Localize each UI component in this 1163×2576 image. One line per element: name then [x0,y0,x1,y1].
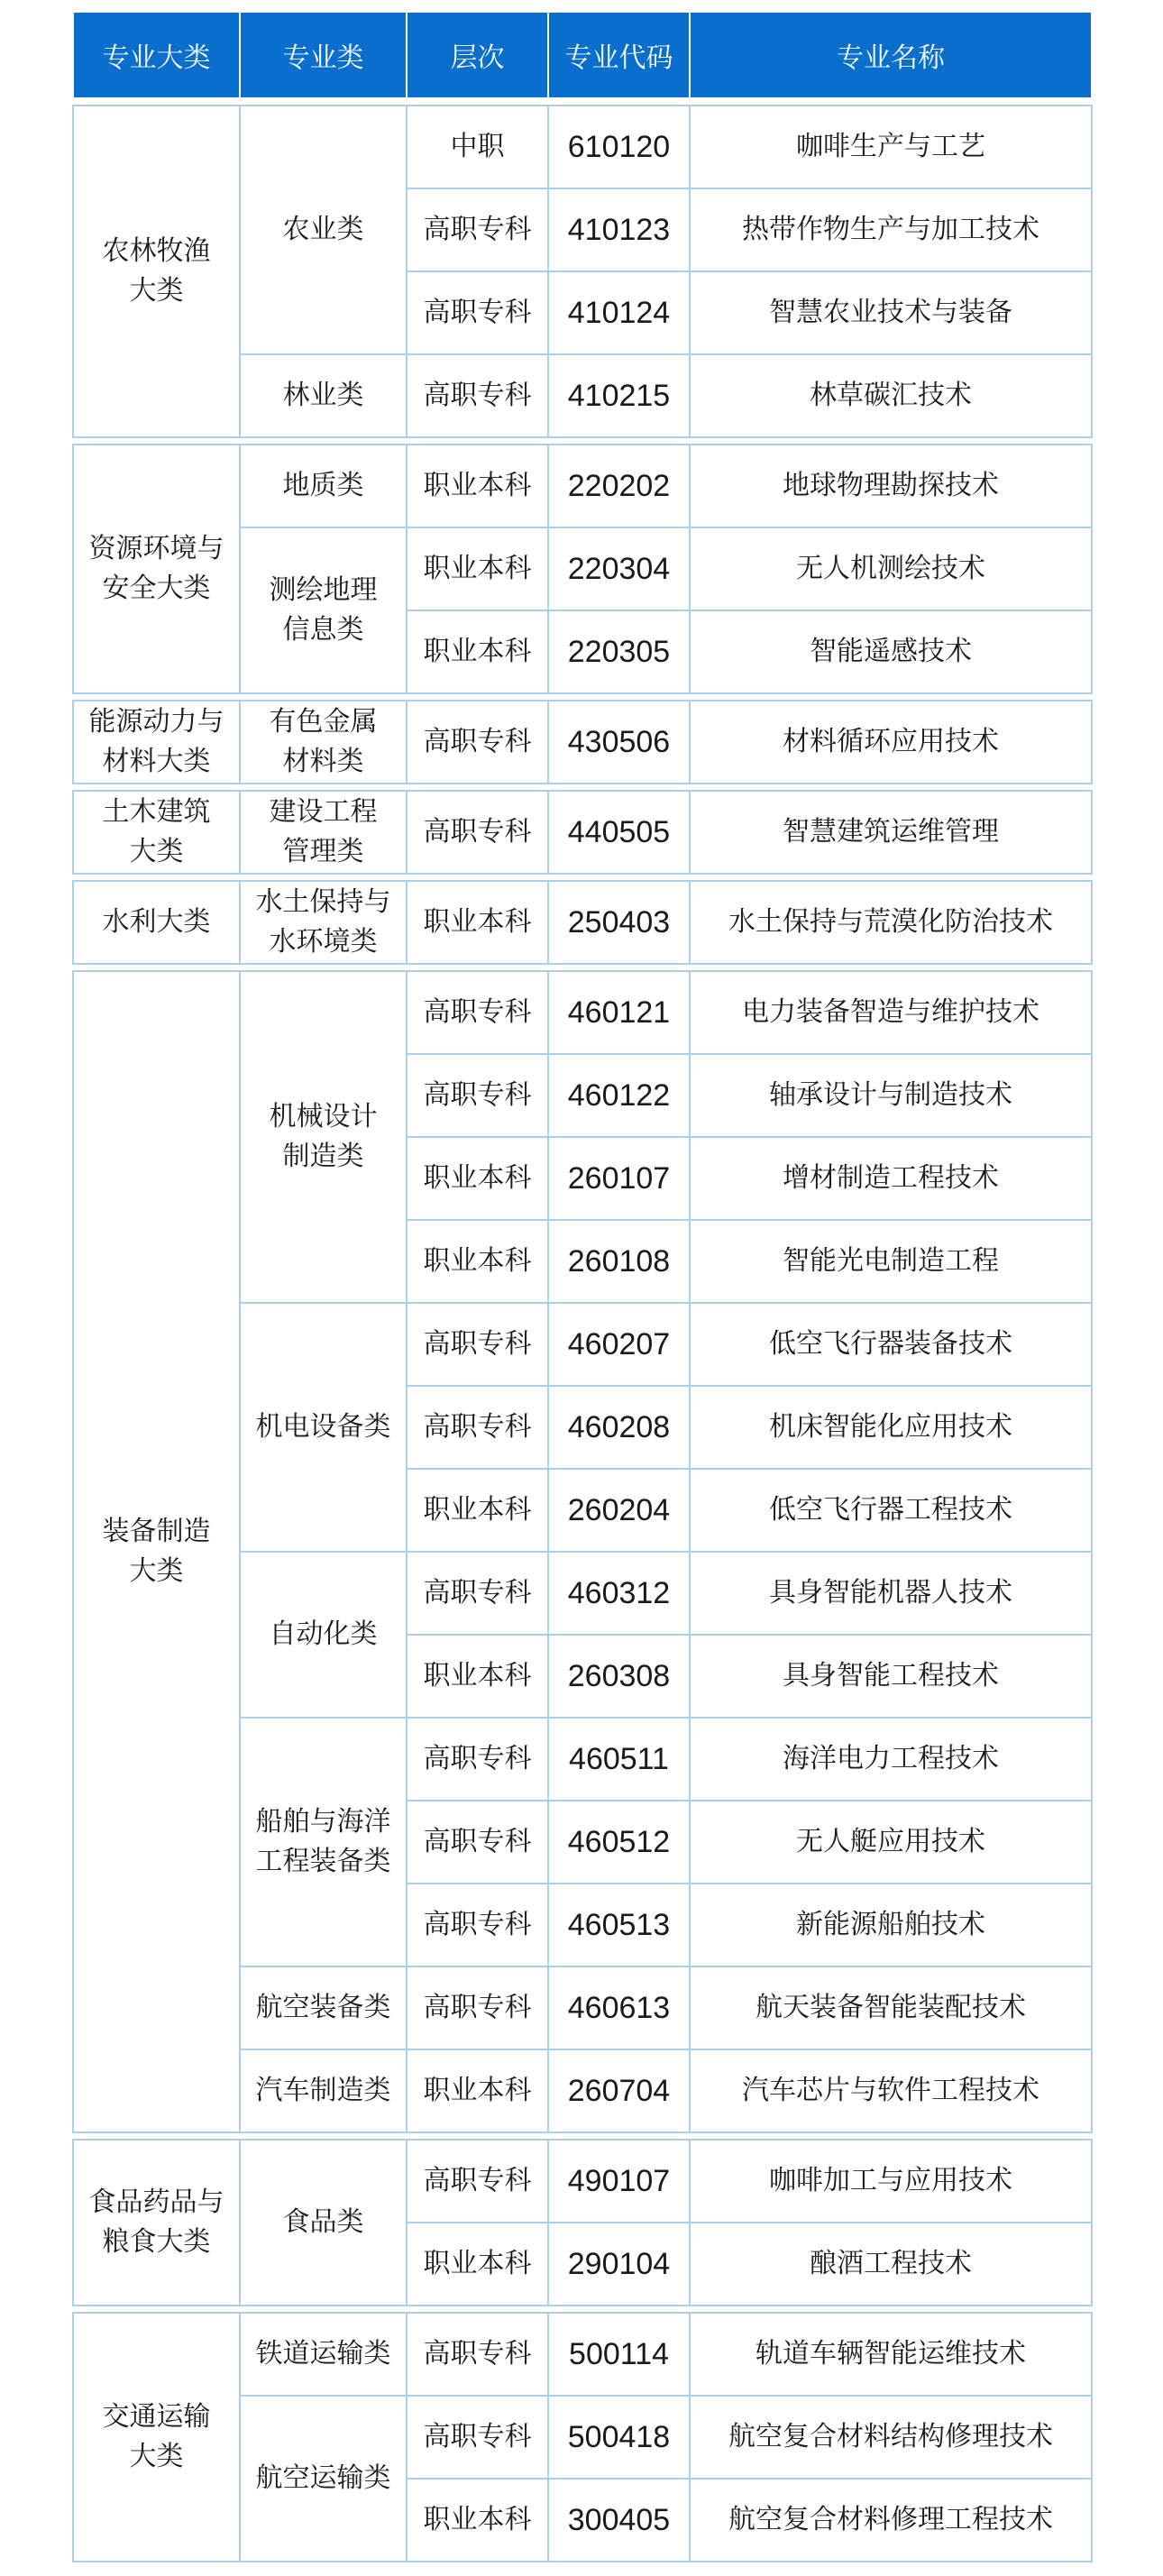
code-cell: 260107 [548,1137,690,1220]
level-cell: 高职专科 [407,1884,548,1966]
level-cell: 高职专科 [407,1386,548,1469]
header-code: 专业代码 [548,12,690,98]
group-spacer [73,2132,1092,2140]
category-cell: 林业类 [240,354,407,437]
code-cell: 220305 [548,610,690,693]
program-name-cell: 水土保持与荒漠化防治技术 [690,881,1092,964]
code-cell: 460208 [548,1386,690,1469]
program-name-cell: 热带作物生产与加工技术 [690,188,1092,271]
program-name-cell: 智慧建筑运维管理 [690,791,1092,874]
program-name-cell: 电力装备智造与维护技术 [690,971,1092,1054]
table-row [73,2313,1092,2396]
category-cell: 航空装备类 [240,1966,407,2049]
group-spacer [73,693,1092,701]
major-group-cell: 农林牧渔 大类 [73,105,240,437]
level-cell: 高职专科 [407,1054,548,1137]
level-cell: 高职专科 [407,1966,548,2049]
code-cell: 410124 [548,271,690,354]
category-cell: 建设工程 管理类 [240,791,407,874]
program-name-cell: 汽车芯片与软件工程技术 [690,2049,1092,2132]
code-cell: 460513 [548,1884,690,1966]
header-level: 层次 [407,12,548,98]
program-name-cell: 材料循环应用技术 [690,701,1092,784]
program-name-cell: 低空飞行器工程技术 [690,1469,1092,1552]
code-cell: 260204 [548,1469,690,1552]
program-name-cell: 增材制造工程技术 [690,1137,1092,1220]
code-cell: 490107 [548,2140,690,2223]
major-group-cell: 水利大类 [73,881,240,964]
code-cell: 300405 [548,2479,690,2562]
category-cell: 汽车制造类 [240,2049,407,2132]
level-cell: 职业本科 [407,527,548,610]
major-group-cell: 食品药品与 粮食大类 [73,2140,240,2306]
major-group-cell: 资源环境与 安全大类 [73,445,240,693]
program-name-cell: 轴承设计与制造技术 [690,1054,1092,1137]
level-cell: 职业本科 [407,1469,548,1552]
code-cell: 250403 [548,881,690,964]
program-name-cell: 无人艇应用技术 [690,1801,1092,1884]
level-cell: 高职专科 [407,1718,548,1801]
major-group-cell: 交通运输 大类 [73,2313,240,2562]
program-name-cell: 地球物理勘探技术 [690,445,1092,527]
level-cell: 中职 [407,105,548,188]
category-cell: 机电设备类 [240,1303,407,1552]
header-major-group: 专业大类 [73,12,240,98]
category-cell: 测绘地理 信息类 [240,527,407,693]
level-cell: 职业本科 [407,445,548,527]
code-cell: 260108 [548,1220,690,1303]
program-name-cell: 航天装备智能装配技术 [690,1966,1092,2049]
level-cell: 职业本科 [407,610,548,693]
level-cell: 高职专科 [407,271,548,354]
program-name-cell: 无人机测绘技术 [690,527,1092,610]
header-name: 专业名称 [690,12,1092,98]
level-cell: 高职专科 [407,2313,548,2396]
majors-table-container [72,11,1091,2562]
table-row [73,105,1092,188]
program-name-cell: 智慧农业技术与装备 [690,271,1092,354]
category-cell: 有色金属 材料类 [240,701,407,784]
code-cell: 500114 [548,2313,690,2396]
level-cell: 高职专科 [407,1801,548,1884]
major-group-cell: 能源动力与 材料大类 [73,701,240,784]
level-cell: 高职专科 [407,701,548,784]
level-cell: 职业本科 [407,2049,548,2132]
program-name-cell: 智能遥感技术 [690,610,1092,693]
program-name-cell: 轨道车辆智能运维技术 [690,2313,1092,2396]
level-cell: 高职专科 [407,971,548,1054]
category-cell: 食品类 [240,2140,407,2306]
level-cell: 高职专科 [407,1552,548,1635]
table-row [73,701,1092,784]
level-cell: 职业本科 [407,881,548,964]
header-category: 专业类 [240,12,407,98]
level-cell: 职业本科 [407,2479,548,2562]
category-cell: 农业类 [240,105,407,354]
header-spacer [73,98,1092,105]
category-cell: 机械设计 制造类 [240,971,407,1303]
level-cell: 职业本科 [407,1137,548,1220]
code-cell: 290104 [548,2223,690,2306]
majors-table [72,11,1093,2562]
category-cell: 船舶与海洋 工程装备类 [240,1718,407,1966]
code-cell: 460121 [548,971,690,1054]
program-name-cell: 酿酒工程技术 [690,2223,1092,2306]
level-cell: 高职专科 [407,354,548,437]
table-row [73,971,1092,1054]
major-group-cell: 土木建筑 大类 [73,791,240,874]
group-spacer [73,784,1092,791]
level-cell: 高职专科 [407,2396,548,2479]
code-cell: 220304 [548,527,690,610]
major-group-cell: 装备制造 大类 [73,971,240,2132]
program-name-cell: 咖啡加工与应用技术 [690,2140,1092,2223]
group-spacer [73,964,1092,971]
code-cell: 410215 [548,354,690,437]
category-cell: 铁道运输类 [240,2313,407,2396]
code-cell: 610120 [548,105,690,188]
program-name-cell: 海洋电力工程技术 [690,1718,1092,1801]
code-cell: 460512 [548,1801,690,1884]
table-row [73,2140,1092,2223]
category-cell: 自动化类 [240,1552,407,1718]
code-cell: 460312 [548,1552,690,1635]
group-spacer [73,437,1092,445]
code-cell: 260308 [548,1635,690,1718]
code-cell: 460207 [548,1303,690,1386]
category-cell: 航空运输类 [240,2396,407,2562]
code-cell: 440505 [548,791,690,874]
code-cell: 460511 [548,1718,690,1801]
program-name-cell: 智能光电制造工程 [690,1220,1092,1303]
code-cell: 220202 [548,445,690,527]
program-name-cell: 机床智能化应用技术 [690,1386,1092,1469]
code-cell: 430506 [548,701,690,784]
group-spacer [73,2306,1092,2313]
program-name-cell: 航空复合材料结构修理技术 [690,2396,1092,2479]
program-name-cell: 航空复合材料修理工程技术 [690,2479,1092,2562]
program-name-cell: 具身智能机器人技术 [690,1552,1092,1635]
group-spacer [73,874,1092,881]
code-cell: 460613 [548,1966,690,2049]
table-row [73,791,1092,874]
program-name-cell: 咖啡生产与工艺 [690,105,1092,188]
level-cell: 职业本科 [407,1220,548,1303]
code-cell: 460122 [548,1054,690,1137]
program-name-cell: 林草碳汇技术 [690,354,1092,437]
table-row [73,881,1092,964]
code-cell: 260704 [548,2049,690,2132]
level-cell: 高职专科 [407,1303,548,1386]
table-row [73,445,1092,527]
program-name-cell: 低空飞行器装备技术 [690,1303,1092,1386]
program-name-cell: 新能源船舶技术 [690,1884,1092,1966]
table-body [73,98,1092,2562]
code-cell: 500418 [548,2396,690,2479]
level-cell: 高职专科 [407,2140,548,2223]
program-name-cell: 具身智能工程技术 [690,1635,1092,1718]
category-cell: 水土保持与 水环境类 [240,881,407,964]
level-cell: 职业本科 [407,2223,548,2306]
table-header-row [73,12,1092,98]
level-cell: 高职专科 [407,791,548,874]
code-cell: 410123 [548,188,690,271]
category-cell: 地质类 [240,445,407,527]
level-cell: 职业本科 [407,1635,548,1718]
level-cell: 高职专科 [407,188,548,271]
